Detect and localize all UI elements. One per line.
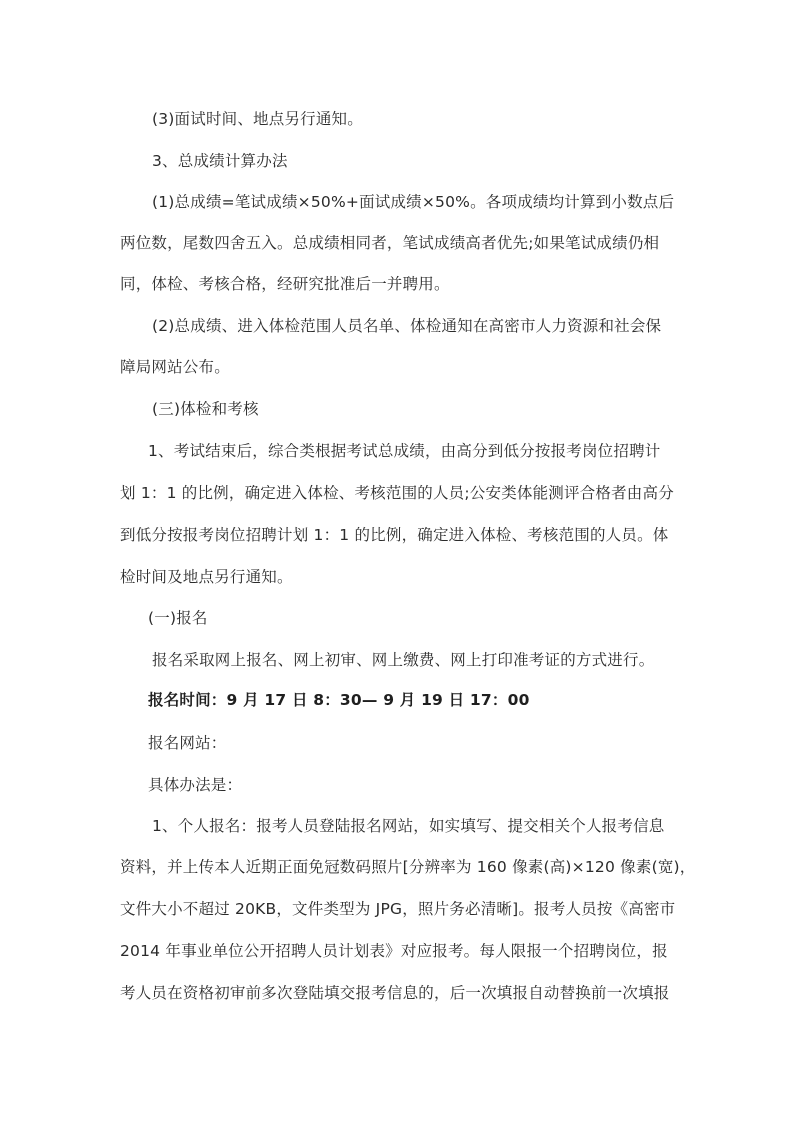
paragraph-line: 文件大小不超过 20KB，文件类型为 JPG，照片务必清晰]。报考人员按《高密市 [120, 900, 676, 918]
section-heading: 3、总成绩计算办法 [152, 152, 288, 170]
paragraph-line: 两位数，尾数四舍五入。总成绩相同者，笔试成绩高者优先;如果笔试成绩仍相 [120, 234, 660, 252]
paragraph-line: 同，体检、考核合格，经研究批准后一并聘用。 [120, 275, 450, 293]
paragraph-line: (2)总成绩、进入体检范围人员名单、体检通知在高密市人力资源和社会保 [152, 317, 662, 335]
paragraph-line: 到低分按报考岗位招聘计划 1：1 的比例，确定进入体检、考核范围的人员。体 [120, 526, 669, 544]
paragraph-line: 报名采取网上报名、网上初审、网上缴费、网上打印准考证的方式进行。 [152, 651, 655, 669]
section-heading: (三)体检和考核 [152, 400, 259, 418]
paragraph-line: 资料，并上传本人近期正面免冠数码照片[分辨率为 160 像素(高)×120 像素(宽)， [120, 858, 696, 876]
paragraph-line: 具体办法是： [148, 776, 243, 794]
section-heading: (一)报名 [148, 609, 208, 627]
registration-time: 报名时间：9 月 17 日 8：30— 9 月 19 日 17：00 [148, 691, 530, 709]
paragraph-line: 障局网站公布。 [120, 358, 230, 376]
registration-website-label: 报名网站： [148, 734, 227, 752]
paragraph-line: 划 1：1 的比例，确定进入体检、考核范围的人员;公安类体能测评合格者由高分 [120, 484, 674, 502]
paragraph-line: 考人员在资格初审前多次登陆填交报考信息的，后一次填报自动替换前一次填报 [120, 984, 670, 1002]
paragraph-line: 2014 年事业单位公开招聘人员计划表》对应报考。每人限报一个招聘岗位，报 [120, 942, 668, 960]
paragraph-line: 1、个人报名：报考人员登陆报名网站，如实填写、提交相关个人报考信息 [152, 817, 665, 835]
paragraph-line: 检时间及地点另行通知。 [120, 568, 293, 586]
paragraph-line: 1、考试结束后，综合类根据考试总成绩，由高分到低分按报考岗位招聘计 [148, 442, 661, 460]
paragraph-line: (1)总成绩=笔试成绩×50%+面试成绩×50%。各项成绩均计算到小数点后 [152, 193, 675, 211]
paragraph-line: (3)面试时间、地点另行通知。 [152, 110, 363, 128]
